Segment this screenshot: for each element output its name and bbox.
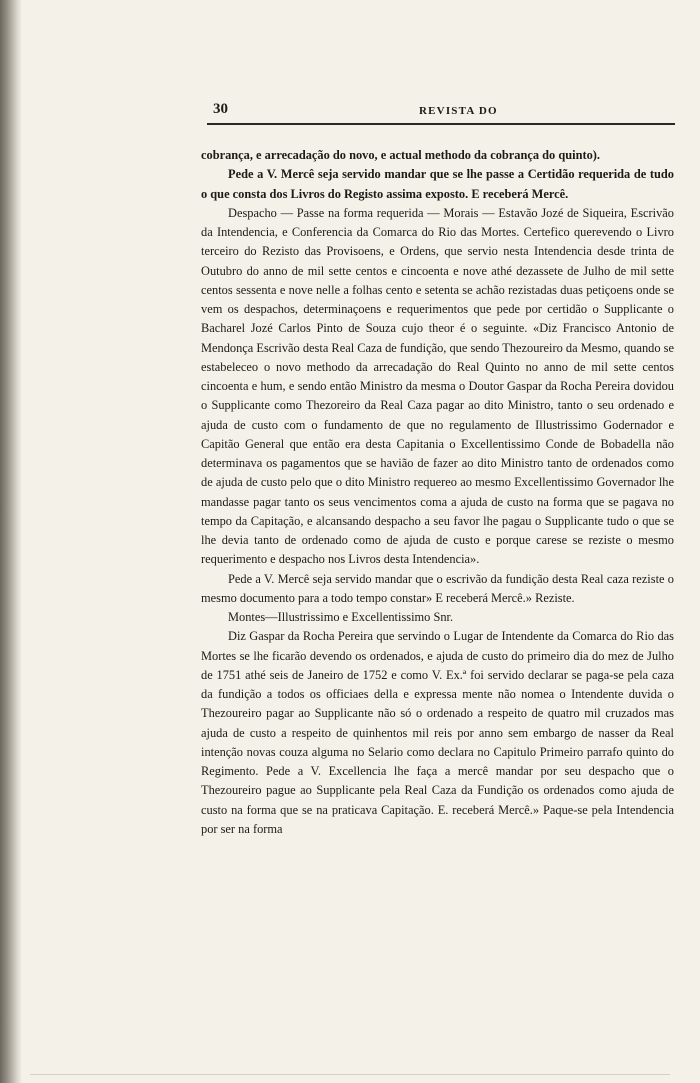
running-title: REVISTA DO <box>419 105 498 117</box>
page-bottom-edge <box>30 1074 670 1075</box>
body-text <box>201 146 674 839</box>
paragraph-3: Despacho — Passe na forma requerida — Morais — Estavão Jozé de Siqueira, Escrivão da Intendencia, e Conferencia da Comarca do Rio das Mortes. Certefico querevendo o Livro terceiro do Rezisto das Provisoens, e Ordens, que servio nesta Intendencia desde trinta de Outubro do anno de mil sette centos e cincoenta e nove athé dezassete de Julho de mil sette centos sessenta e nove nelle a folhas cento e setenta se achão rezistadas duas petiçoens onde se vem os despachos, determinaçoens e requerimentos que pede por certidão o Supplicante o Bacharel Jozé Carlos Pinto de Souza cujo theor é o seguinte. «Diz Francisco Antonio de Mendonça Escrivão desta Real Caza de fundição, que sendo Thezoureiro da Mesmo, quando se estabeleceo o novo methodo da arrecadação do Real Quinto no anno de mil sette centos cincoenta e hum, e sendo então Ministro da mesma o Doutor Gaspar da Rocha Pereira dovidou o Supplicante como Thezoreiro da Real Caza pagar ao dito Ministro, tanto o seu ordenado e ajuda de custo com o fundamento de que no regulamento de Illustrissimo Godernador e Capitão General que então era desta Capitania o Excellentissimo Conde de Bobadella não determinava os pagamentos que se havião de fazer ao dito Ministro tanto de ordenados como de ajuda de custo pelo que o dito Ministro requereo ao mesmo Excellentissimo Governador lhe mandasse pagar tanto os seus vencimentos coma a ajuda de custo na forma que se pagava no tempo da Capitação, e alcansando despacho a seu favor lhe pagau o Supplicante tudo o que se lhe devia tanto de ordenado como de ajuda de custo e porque carese se reziste o mesmo requerimento e despacho nos Livros desta Intendencia». <box>201 205 674 567</box>
book-spine-shadow <box>0 0 22 1083</box>
page-header <box>213 101 669 119</box>
paragraph-1: cobrança, e arrecadação do novo, e actual methodo da cobrança do quinto). <box>201 148 601 162</box>
document-page <box>201 0 675 1083</box>
page-number: 30 <box>213 101 228 117</box>
header-rule <box>207 123 675 125</box>
paragraph-4: Pede a V. Mercê seja servido mandar que o escrivão da fundição desta Real caza reziste o mesmo documento para a todo tempo constar» E receberá Mercê.» Reziste. <box>201 571 674 605</box>
paragraph-6: Diz Gaspar da Rocha Pereira que servindo o Lugar de Intendente da Comarca do Rio das Mortes se lhe ficarão devendo os ordenados, e ajuda de custo do primeiro dia do mez de Julho de 1751 athé seis de Janeiro de 1752 e como V. Ex.ª foi servido declarar se paga-se pela caza da fundição a todos os officiaes della e expressa mente não nomea o Intendente duvida o Thezoureiro pagar ao Supplicante não só o ordenado a respeito de quatro mil cruzados mas ajuda de custo a respeito de quinhentos mil reis por anno sem embargo de nasser da Real intenção novas couza alguma no Selario como declara no Capitulo Primeiro parrafo quinto do Regimento. Pede a V. Excellencia lhe faça a mercê mandar por seu despacho que o Thezoureiro pague ao Supplicante pela Real Caza da Fundição os ordenados como ajuda de custo na forma que se na praticava Capitação. E. receberá Mercê.» Paque-se pela Intendencia por ser na forma <box>201 629 674 836</box>
paragraph-2: Pede a V. Mercê seja servido mandar que se lhe passe a Certidão requerida de tudo o que consta dos Livros do Registo assima exposto. E receberá Mercê. <box>201 167 674 201</box>
paragraph-5: Montes—Illustrissimo e Excellentissimo Snr. <box>228 610 454 624</box>
